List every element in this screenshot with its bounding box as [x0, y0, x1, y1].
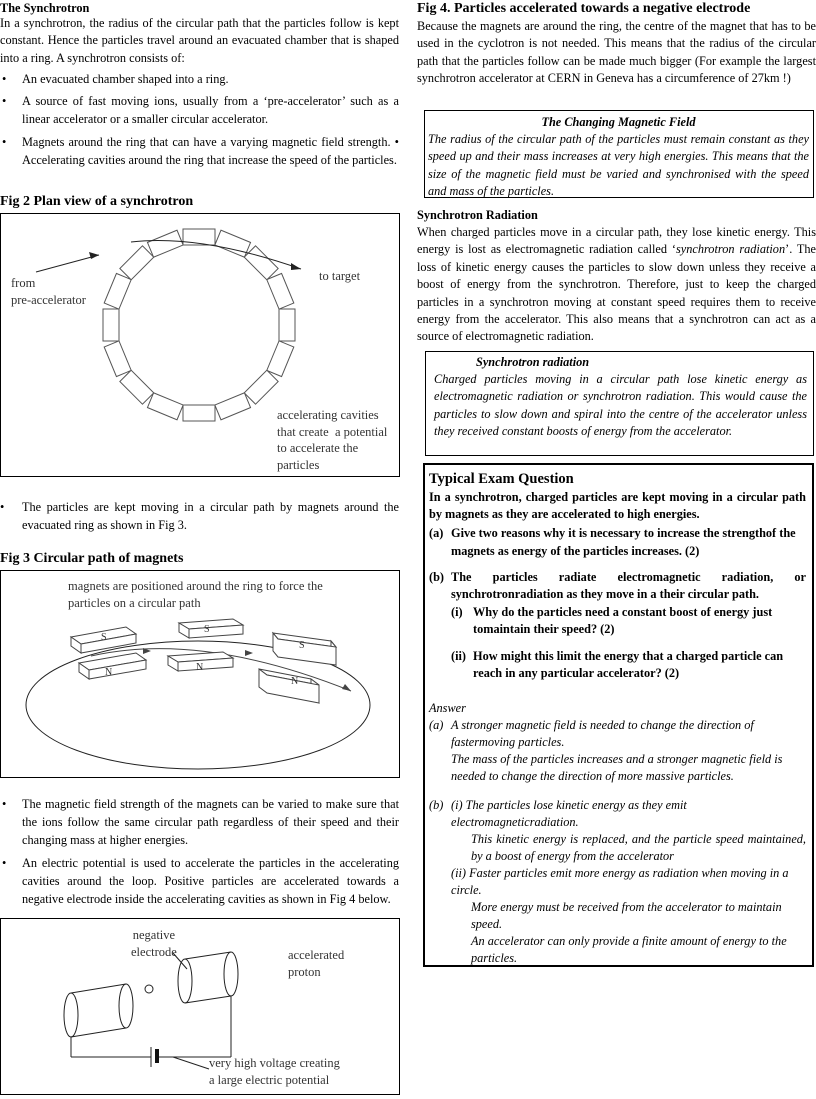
list-item: • The magnetic field strength of the magnets can be varied to make sure that the ions follow the same circular path regardless of their speed and their changing mass at higher energies. [2, 797, 399, 848]
magnet-pole-n: N [196, 662, 204, 673]
question-label: (i) [451, 605, 463, 620]
exam-title: Typical Exam Question [429, 471, 574, 487]
magnet-pole-n: N [291, 676, 299, 687]
question-label: (b) [429, 569, 445, 584]
ring-segment [104, 341, 131, 377]
fig3-magnets-path [0, 570, 400, 778]
ring-segment [279, 309, 295, 341]
magnet-pole-n: N [105, 667, 113, 678]
ring-segment [244, 370, 278, 404]
label-high-voltage: very high voltage creating a large electric potential [209, 1056, 340, 1087]
box-title: The Changing Magnetic Field [541, 115, 696, 129]
ring-segment [147, 393, 183, 420]
label-accelerating-cavities: accelerating cavities that create a potential to accelerate the particles [277, 408, 388, 472]
synchrotron-radiation-text: When charged particles move in a circular path, they lose kinetic energy. This energy is lost as electromagnetic radiation called ‘synchrotron radiation’. The loss of kinetic energy causes the particles to slow down unless they receive a boost of energy from the synchrotron. Therefore, just to keep the charged particles in a synchrotron moving at constant speed requires them to receive energy from the accelerator. This also means that a synchrotron can act as a source of electromagnetic radiation. [417, 225, 816, 344]
ring-segment [104, 273, 131, 309]
ring-segment [147, 230, 183, 257]
box-body: The radius of the circular path of the particles must remain constant as they speed up and their mass increases at very high energies. This means that the size of the magnetic field must be varied and synchronised with the speed and mass of the particles. [428, 132, 809, 199]
answer-part-label: (b) [429, 798, 444, 813]
question-text: Why do the particles need a constant boost of energy just tomaintain their speed? (2) [473, 605, 773, 637]
question-b-i [429, 604, 806, 638]
ring-segment [215, 393, 251, 420]
ring-segment [103, 309, 119, 341]
answer-text: More energy must be received from the accelerator to maintain speed. [471, 900, 782, 932]
list-item: • An evacuated chamber shaped into a ring. [2, 72, 229, 86]
fig2-title: Fig 2 Plan view of a synchrotron [0, 194, 194, 209]
answer-part-label: (a) [429, 718, 444, 733]
box-body: Charged particles moving in a circular path lose kinetic energy as electromagnetic radiation or synchrotron radiation. This would cause the particles to slow down and spiral into the centre of the accelerator unless they received constant boosts of energy from the accelerator. [434, 372, 807, 439]
fig3-caption: magnets are positioned around the ring to force the particles on a circular path [68, 579, 323, 610]
question-label: (a) [429, 526, 444, 541]
question-text: The particles radiate electromagnetic radiation, or synchrotronradiation as they move in a their circular path. [451, 569, 806, 602]
answer-a [429, 717, 806, 785]
answer-text: (i) The particles lose kinetic energy as they emit electromagneticradiation. [451, 798, 687, 830]
ring-segment [244, 246, 278, 280]
magnets-voltage-list [0, 795, 399, 912]
changing-magnetic-field-box [424, 110, 814, 198]
section-heading-synchrotron: The Synchrotron [0, 1, 90, 15]
synchrotron-intro: In a synchrotron, the radius of the circular path that the particles follow is kept constant. Hence the particles travel around an evacuated chamber that is shaped into a ring. A synchrotron consists of: [0, 16, 399, 65]
label-to-target: to target [319, 269, 361, 283]
fig4-electrode-diagram [0, 918, 400, 1095]
list-item: • An electric potential is used to accelerate the particles in the accelerating cavities around the loop. Positive particles are accelerated towards a negative electrode inside the accelerating cavities as shown in Fig 4 below. [2, 855, 399, 907]
label-from-pre-accelerator: from pre-accelerator [11, 276, 86, 307]
question-a [429, 525, 806, 559]
fig3-intro-list [0, 498, 399, 538]
answer-text: (ii) Faster particles emit more energy as radiation when moving in a circle. [451, 866, 789, 898]
label-accelerated-proton: accelerated proton [288, 948, 345, 979]
fig4-title: Fig 4. Particles accelerated towards a negative electrode [417, 1, 751, 16]
synchrotron-components-list [0, 70, 399, 173]
fig4-text: Because the magnets are around the ring, the centre of the magnet that has to be used in the cyclotron is not needed. This means that the radius of the circular path that the particles follow can be made much bigger (For example the largest synchrotron accelerator at CERN in Geneva has a circumference of 27km !) [417, 19, 816, 86]
answer-text: This kinetic energy is replaced, and the particle speed maintained, by a boost of energy from the accelerator [471, 832, 806, 864]
synchrotron-radiation-heading: Synchrotron Radiation [417, 208, 538, 222]
ring-segment [120, 370, 154, 404]
label-negative-electrode: negative electrode [131, 928, 177, 959]
list-item: • The particles are kept moving in a circular path by magnets around the evacuated ring as shown in Fig 3. [0, 500, 399, 533]
list-item: • Magnets around the ring that can have a varying magnetic field strength. • Accelerating cavities around the ring that increase the speed of the particles. [2, 134, 399, 167]
answer-label: Answer [429, 701, 466, 716]
answer-text: An accelerator can only provide a finite amount of energy to the particles. [471, 934, 787, 966]
magnet-pole-s: S [101, 632, 107, 643]
answer-text: A stronger magnetic field is needed to change the direction of fastermoving particles. [451, 718, 754, 750]
ring-segment [183, 405, 215, 421]
box-title: Synchrotron radiation [476, 355, 590, 369]
ring-segment [267, 273, 294, 309]
ring-segment [267, 341, 294, 377]
ring-segment [183, 229, 215, 245]
fig3-title: Fig 3 Circular path of magnets [0, 551, 184, 566]
ring-segment [120, 246, 154, 280]
question-b-ii [429, 648, 806, 682]
fig2-synchrotron-plan [0, 213, 400, 477]
question-text: Give two reasons why it is necessary to increase the strengthof the magnets as energy of the particles increases. (2) [451, 526, 796, 558]
synchrotron-radiation-box [425, 351, 814, 456]
question-text: How might this limit the energy that a charged particle can reach in any particular accelerator? (2) [473, 648, 784, 680]
question-label: (ii) [451, 648, 467, 663]
magnet-pole-s: S [204, 624, 210, 635]
answer-text: The mass of the particles increases and a stronger magnetic field is needed to change the direction of more massive particles. [451, 752, 783, 784]
answer-b [429, 797, 806, 967]
list-item: • A source of fast moving ions, usually from a ‘pre-accelerator’ such as a linear accelerator or a smaller circular accelerator. [2, 94, 399, 127]
exam-stem: In a synchrotron, charged particles are kept moving in a circular path by magnets as they are accelerated to high energies. [429, 490, 806, 522]
question-b [429, 569, 806, 603]
typical-exam-question-box [423, 463, 814, 967]
ring-segment [215, 230, 251, 257]
magnet-pole-s: S [299, 640, 305, 651]
